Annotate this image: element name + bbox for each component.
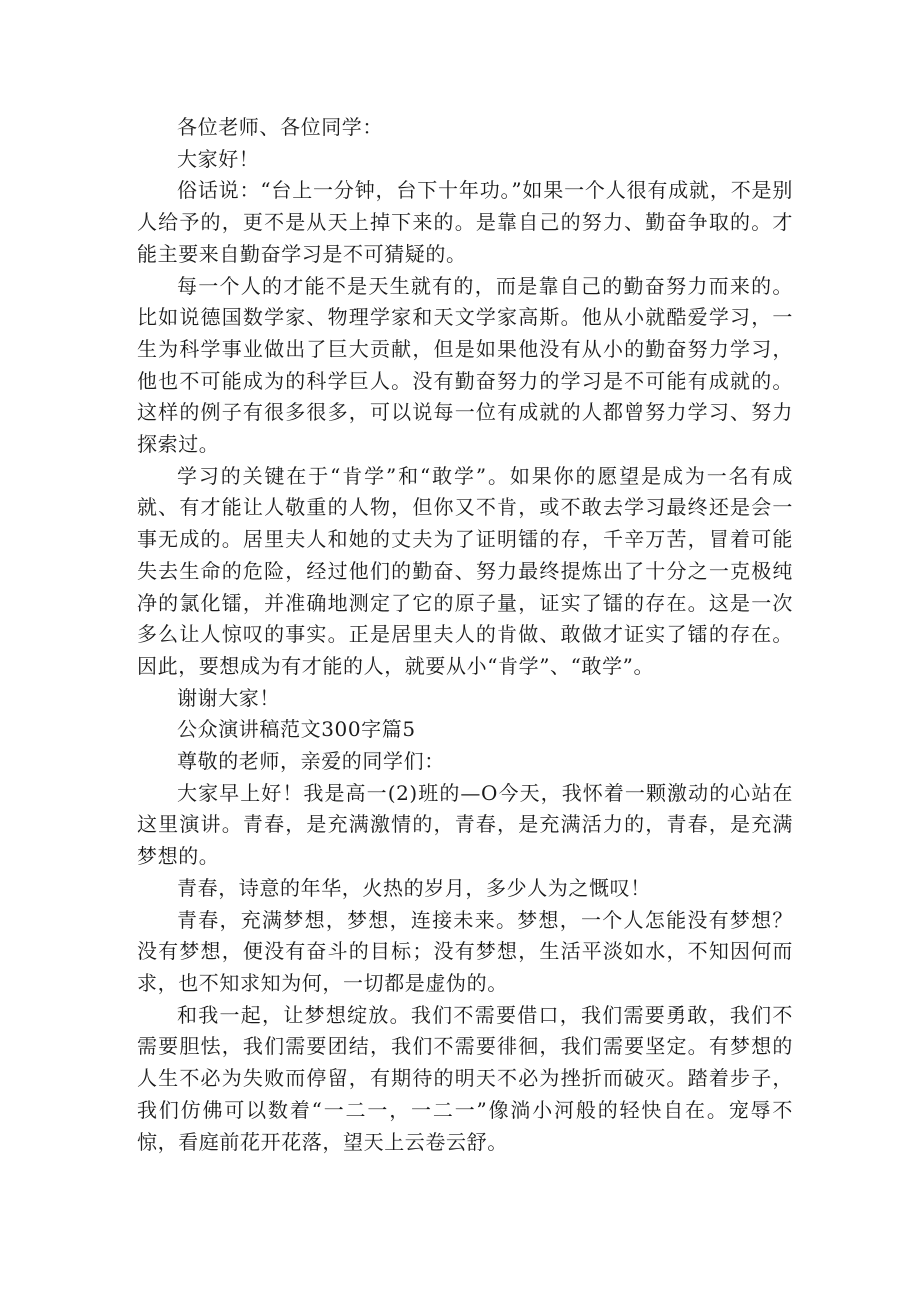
- greeting: 大家好！: [177, 146, 260, 171]
- speech-text: [137, 112, 793, 1158]
- paragraph: 和我一起，让梦想绽放。我们不需要借口，我们需要勇敢，我们不需要胆怯，我们需要团结，我们不需要徘徊，我们需要坚定。有梦想的人生不必为失败而停留，有期待的明天不必为挫折而破灭。踏着步子，我们仿佛可以数着“一二一，一二一”像淌小河般的轻快自在。宠辱不惊，看庭前花开花落，望天上云卷云舒。: [137, 1002, 793, 1154]
- paragraph: 大家早上好！我是高一(2)班的—O今天，我怀着一颗激动的心站在这里演讲。青春，是充满激情的，青春，是充满活力的，青春，是充满梦想的。: [137, 780, 793, 869]
- salutation: 尊敬的老师，亲爱的同学们：: [177, 749, 445, 774]
- section-title: 公众演讲稿范文300字篇5: [177, 717, 416, 742]
- paragraph: 每一个人的才能不是天生就有的，而是靠自己的勤奋努力而来的。比如说德国数学家、物理学家和天文学家高斯。他从小就酷爱学习，一生为科学事业做出了巨大贡献，但是如果他没有从小的勤奋努力学习，他也不可能成为的科学巨人。没有勤奋努力的学习是不可能有成就的。这样的例子有很多很多，可以说每一位有成就的人都曾努力学习、努力探索过。: [137, 273, 793, 457]
- paragraph: 青春，诗意的年华，火热的岁月，多少人为之慨叹！: [177, 875, 651, 900]
- paragraph: 学习的关键在于“肯学”和“敢学”。如果你的愿望是成为一名有成就、有才能让人敬重的人物，但你又不肯，或不敢去学习最终还是会一事无成的。居里夫人和她的丈夫为了证明镭的存，千辛万苦，冒着可能失去生命的危险，经过他们的勤奋、努力最终提炼出了十分之一克极纯净的氯化镭，并准确地测定了它的原子量，证实了镭的存在。这是一次多么让人惊叹的事实。正是居里夫人的肯做、敢做才证实了镭的存在。因此，要想成为有才能的人，就要从小“肯学”、“敢学”。: [137, 463, 793, 678]
- closing: 谢谢大家！: [177, 685, 280, 710]
- salutation: 各位老师、各位同学：: [177, 115, 383, 139]
- paragraph: 俗话说：“台上一分钟，台下十年功。”如果一个人很有成就，不是别人给予的，更不是从天上掉下来的。是靠自己的努力、勤奋争取的。才能主要来自勤奋学习是不可猜疑的。: [137, 178, 793, 266]
- paragraph: 青春，充满梦想，梦想，连接未来。梦想，一个人怎能没有梦想？没有梦想，便没有奋斗的目标；没有梦想，生活平淡如水，不知因何而求，也不知求知为何，一切都是虚伪的。: [137, 907, 793, 995]
